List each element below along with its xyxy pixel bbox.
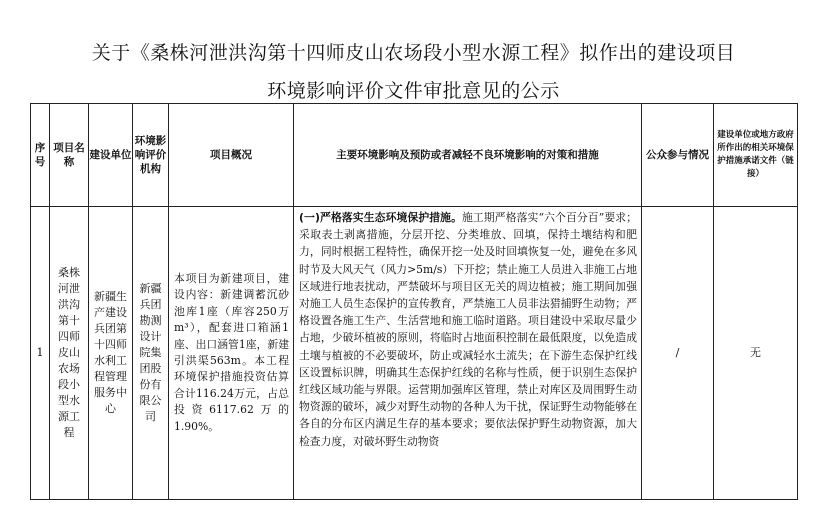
header-overview: 项目概况 <box>169 104 294 207</box>
title-line-1: 关于《桑株河泄洪沟第十四师皮山农场段小型水源工程》拟作出的建设项目 <box>91 42 736 64</box>
cell-measures <box>294 207 642 500</box>
measures-text: 施工期严格落实“六个百分百”要求；采取表土剥离措施，分层开挖、分类堆放、回填，保持土壤结构和肥力，同时根据工程特性，确保开挖一处及时回填恢复一处，避免在多风时节及大风天气（风力>5m/s）下开挖；禁止施工人员进入非施工占地区域进行地表扰动，严禁破坏与项目区无关的周边植被；施工期间加强对施工人员生态保护的宣传教育，严禁施工人员非法猎捕野生动物；严格设置各施工生产、生活营地和施工临时道路。项目建设中采取尽量少占地，少破坏植被的原则，将临时占地面积控制在最低限度，以免造成土壤与植被的不必要破坏，防止或减轻水土流失；在下游生态保护红线区设置标识牌，明确其生态保护红线的名称与性质，便于识别生态保护红线区域功能与界限。运营期加强库区管理，禁止对库区及周围野生动物资源的破坏，减少对野生动物的各种人为干扰，保证野生动物能够在各自的分布区内满足生存的基本要求；要依法保护野生动物资源，加大检查力度，对破坏野生动物资 <box>299 211 637 448</box>
header-project-name: 项目名称 <box>50 104 89 207</box>
table-row <box>31 207 798 500</box>
cell-public-participation: / <box>642 207 714 500</box>
header-commitment-docs: 建设单位或地方政府所作出的相关环境保护措施承诺文件（链接） <box>714 104 798 207</box>
cell-no: 1 <box>31 207 50 500</box>
cell-commitment-docs: 无 <box>714 207 798 500</box>
header-no: 序号 <box>31 104 50 207</box>
cell-eia-agency: 新疆兵团勘测设计院集团股份有限公司 <box>133 207 169 500</box>
cell-construction-unit: 新疆生产建设兵团第十四师水利工程管理服务中心 <box>89 207 133 500</box>
approval-table <box>30 103 798 500</box>
header-measures: 主要环境影响及预防或者减轻不良环境影响的对策和措施 <box>294 104 642 207</box>
cell-overview: 本项目为新建项目，建设内容：新建调蓄沉砂池库1座（库容250万m³），配套进口箱涵1座、出口涵管1座，新建引洪渠563m。本工程环境保护措施投资估算合计116.24万元，占总投资6117.62万的1.90%。 <box>169 207 294 500</box>
cell-project-name: 桑株河泄洪沟第十四师皮山农场段小型水源工程 <box>50 207 89 500</box>
measures-heading: (一)严格落实生态环境保护措施。 <box>299 211 463 224</box>
header-public-participation: 公众参与情况 <box>642 104 714 207</box>
header-eia-agency: 环境影响评价机构 <box>133 104 169 207</box>
title-line-2: 环境影响评价文件审批意见的公示 <box>267 80 560 102</box>
header-construction-unit: 建设单位 <box>89 104 133 207</box>
table-header-row <box>31 104 798 207</box>
